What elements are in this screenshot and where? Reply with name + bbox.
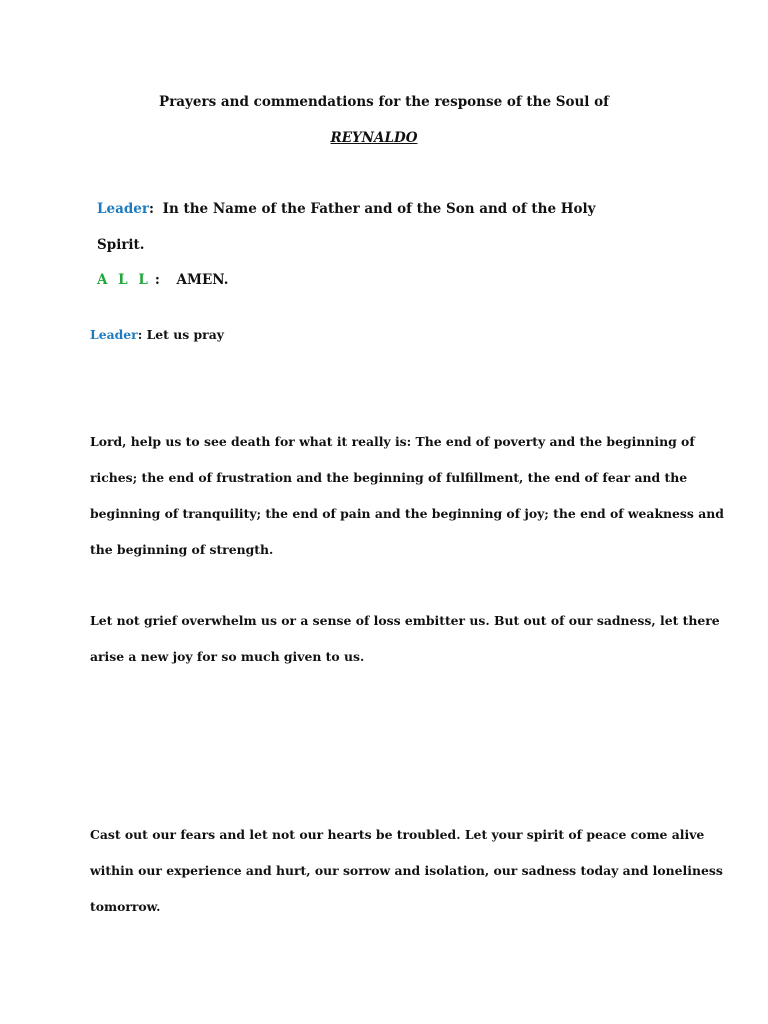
opening-leader-line: [97, 201, 596, 217]
paragraph-line: the beginning of strength.: [90, 542, 274, 557]
leader-separator: :: [148, 201, 154, 217]
all-separator: :: [154, 272, 160, 288]
document-title: Prayers and commendations for the response of the Soul of: [159, 94, 609, 110]
prayer-paragraph-1: [90, 432, 724, 576]
opening-leader-text: In the Name of the Father and of the Son and of the Holy: [162, 201, 596, 217]
prayer-paragraph-2: [90, 611, 720, 683]
paragraph-line: riches; the end of frustration and the beginning of fulfillment, the end of fear and the: [90, 470, 688, 485]
leader-label: Leader: [97, 201, 149, 217]
paragraph-line: Lord, help us to see death for what it really is: The end of poverty and the beginning of: [90, 434, 695, 449]
paragraph-line: Cast out our fears and let not our hearts be troubled. Let your spirit of peace come alive: [90, 827, 705, 842]
paragraph-line: arise a new joy for so much given to us.: [90, 649, 365, 664]
prayer-paragraph-3: [90, 825, 723, 933]
opening-leader-text-continued: Spirit.: [97, 237, 145, 253]
all-response-text: AMEN.: [176, 272, 229, 288]
paragraph-line: tomorrow.: [90, 899, 161, 914]
paragraph-line: within our experience and hurt, our sorrow and isolation, our sadness today and loneliness: [90, 863, 723, 878]
invitation-line: [90, 327, 224, 342]
all-response-line: [97, 272, 228, 288]
invitation-text: : Let us pray: [137, 327, 224, 342]
paragraph-line: Let not grief overwhelm us or a sense of loss embitter us. But out of our sadness, let there: [90, 613, 720, 628]
all-label: A L L: [97, 272, 151, 288]
deceased-name: REYNALDO: [330, 130, 418, 146]
leader-label: Leader: [90, 327, 138, 342]
paragraph-line: beginning of tranquility; the end of pain and the beginning of joy; the end of weakness and: [90, 506, 724, 521]
